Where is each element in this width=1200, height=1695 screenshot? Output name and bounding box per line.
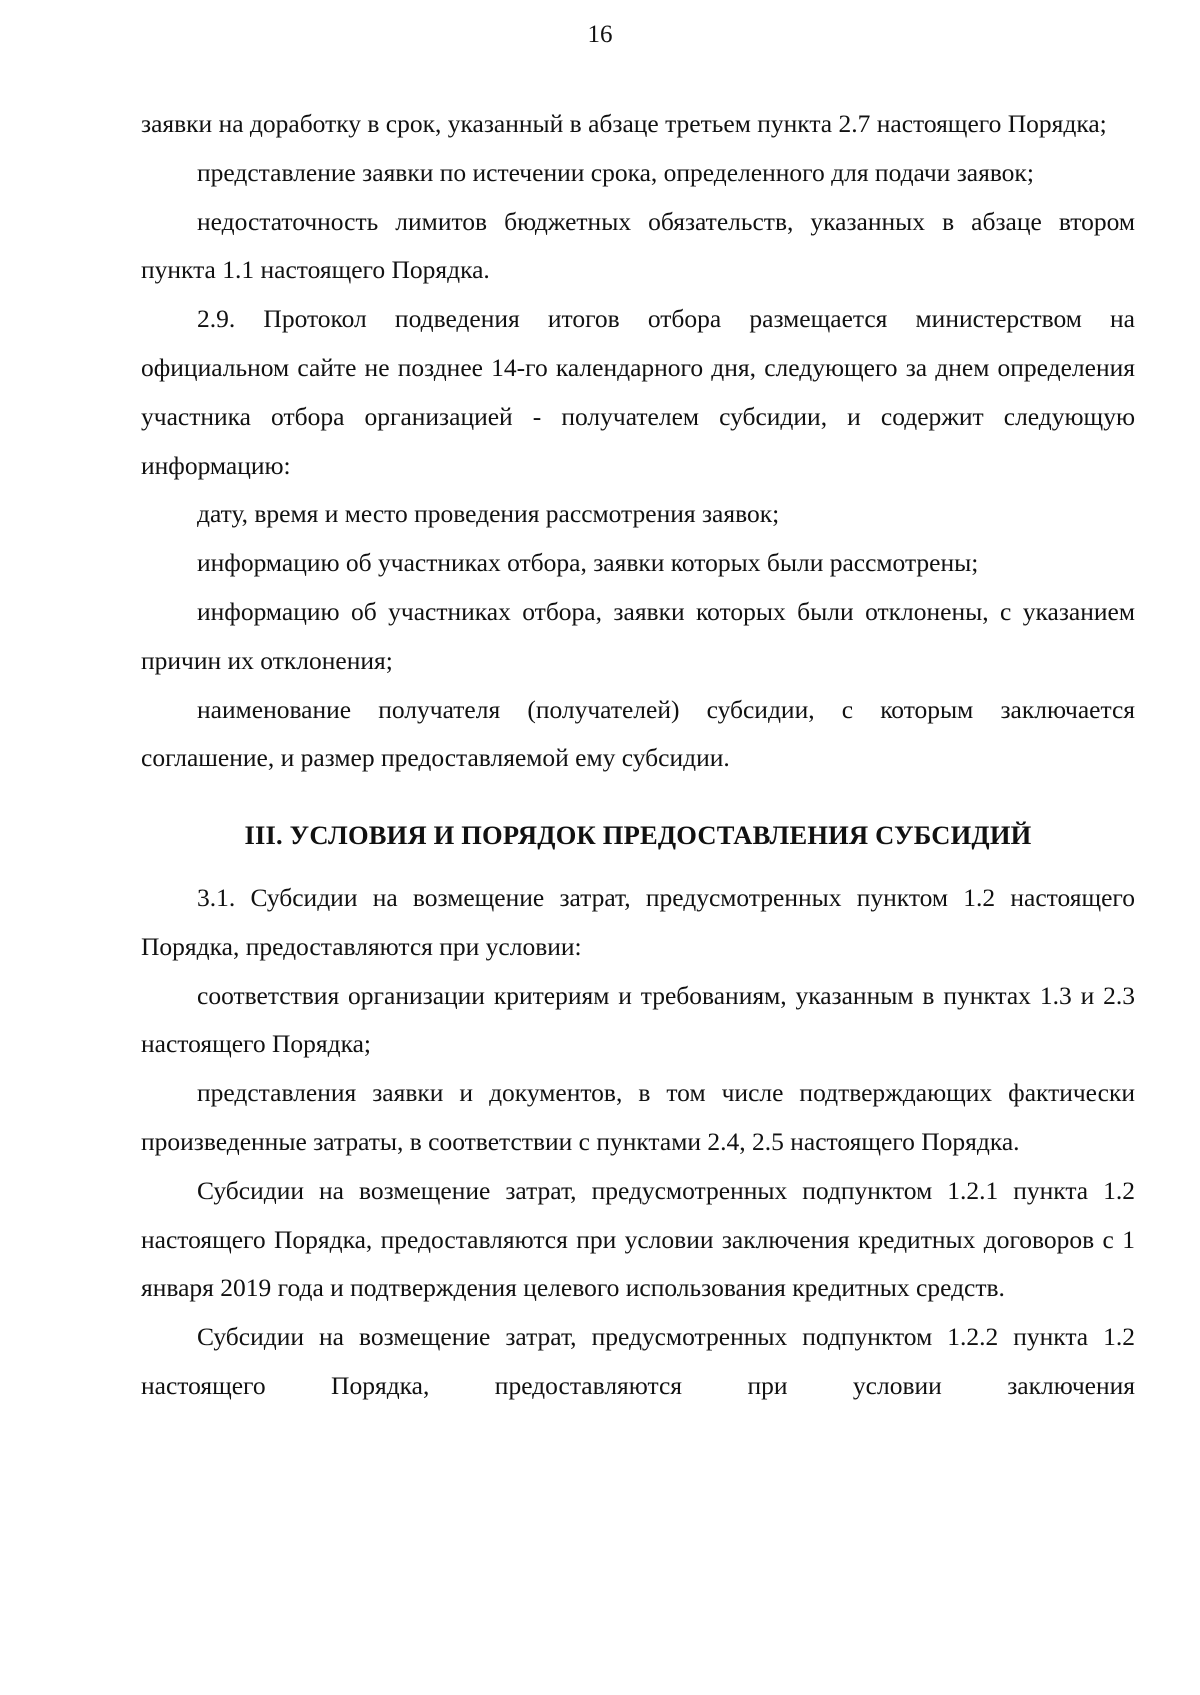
- paragraph-application-documents: представления заявки и документов, в том числе подтверждающих фактически произведенные затраты, в соответствии с пунктами 2.4, 2.5 настоящего Порядка.: [141, 1078, 1135, 1156]
- paragraph-criteria-compliance: соответствия организации критериям и требованиям, указанным в пунктах 1.3 и 2.3 настоящего Порядка;: [141, 980, 1135, 1059]
- paragraph-3-1-conditions: 3.1. Субсидии на возмещение затрат, предусмотренных пунктом 1.2 настоящего Порядка, предоставляются при условии:: [141, 882, 1135, 961]
- paragraph-insufficient-limits: недостаточность лимитов бюджетных обязательств, указанных в абзаце втором пункта 1.1 настоящего Порядка.: [141, 206, 1135, 285]
- paragraph-subsidy-1-2-2: Субсидии на возмещение затрат, предусмотренных подпунктом 1.2.2 пункта 1.2 настоящего Порядка, предоставляются при условии заключения: [141, 1322, 1135, 1400]
- paragraph-continuation: заявки на доработку в срок, указанный в абзаце третьем пункта 2.7 настоящего Порядка;: [141, 109, 1107, 138]
- paragraph-recipient-name: наименование получателя (получателей) субсидии, с которым заключается соглашение, и размер предоставляемой ему субсидии.: [141, 694, 1135, 773]
- page-number: 16: [587, 21, 613, 48]
- paragraph-date-time-place: дату, время и место проведения рассмотрения заявок;: [197, 499, 780, 529]
- paragraph-subsidy-1-2-1: Субсидии на возмещение затрат, предусмотренных подпунктом 1.2.1 пункта 1.2 настоящего Порядка, предоставляются при условии заключения кредитных договоров с 1 января 2019 года и подтверждения целевого использования кредитных средств.: [141, 1175, 1135, 1303]
- paragraph-rejected-participants: информацию об участниках отбора, заявки которых были отклонены, с указанием причин их отклонения;: [141, 596, 1135, 675]
- section-heading: III. УСЛОВИЯ И ПОРЯДОК ПРЕДОСТАВЛЕНИЯ СУБСИДИЙ: [244, 820, 1032, 851]
- document-body: [141, 100, 1135, 1411]
- paragraph-late-submission: представление заявки по истечении срока, определенного для подачи заявок;: [197, 157, 1034, 187]
- paragraph-reviewed-participants: информацию об участниках отбора, заявки которых были рассмотрены;: [197, 548, 979, 578]
- paragraph-2-9-protocol: 2.9. Протокол подведения итогов отбора размещается министерством на официальном сайте не позднее 14-го календарного дня, следующего за днем определения участника отбора организацией - получателем субсидии, и содержит следующую информацию:: [141, 304, 1135, 480]
